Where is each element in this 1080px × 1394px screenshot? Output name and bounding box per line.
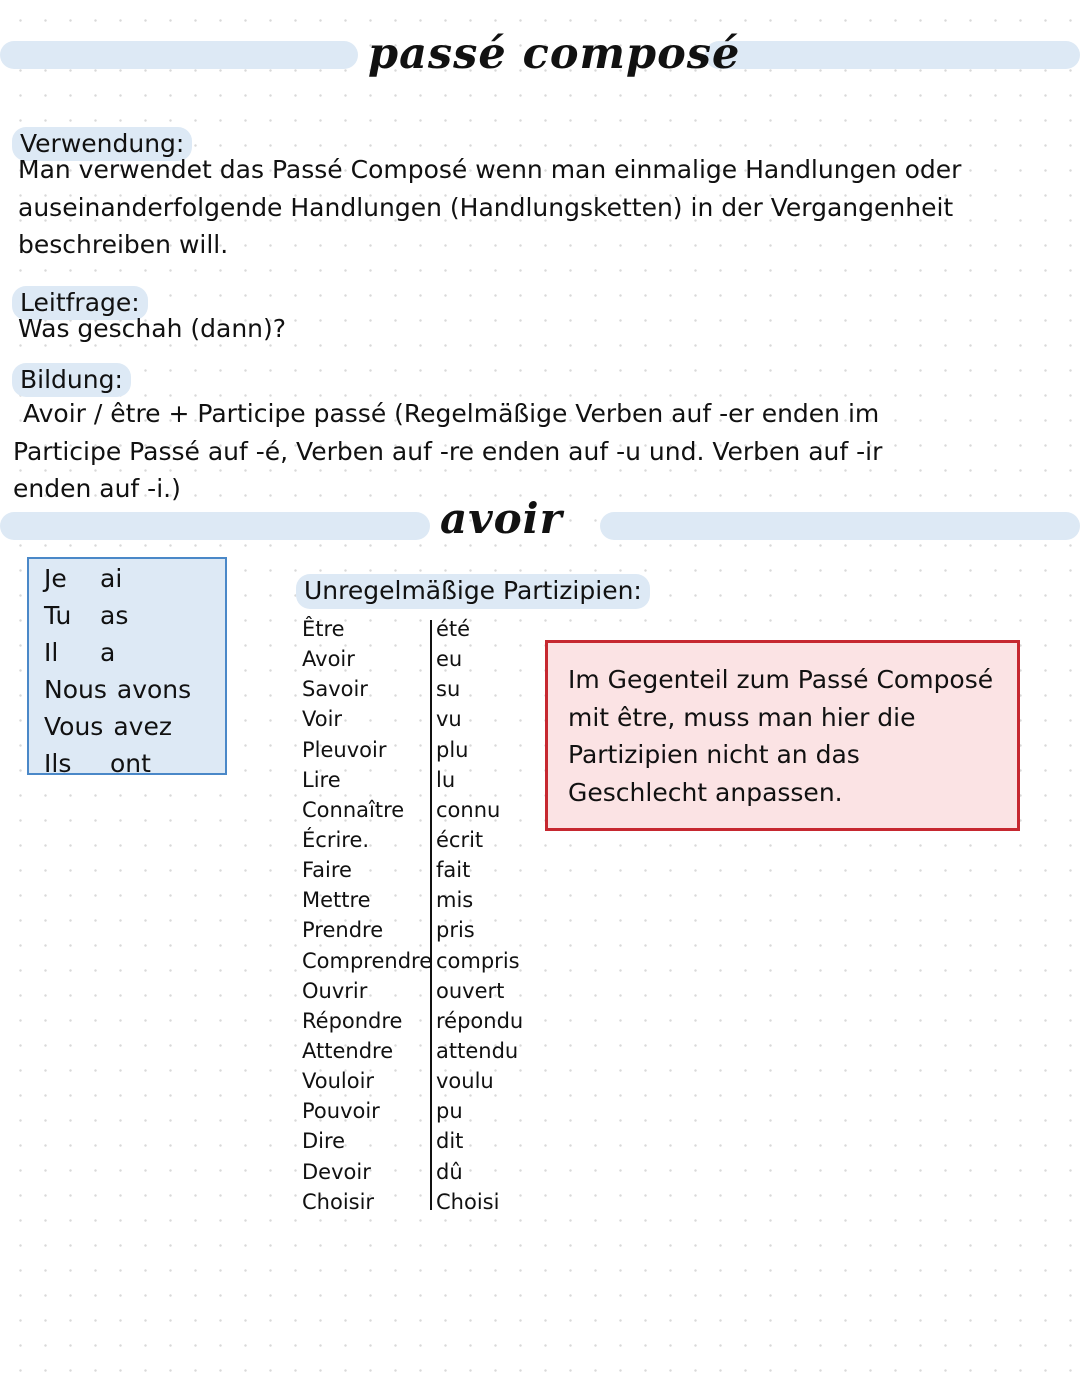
conjugation-row	[44, 675, 191, 705]
irregular-participle: lu	[436, 767, 456, 792]
note-text	[568, 661, 993, 811]
conjugation-row	[44, 601, 128, 631]
irregular-participle: vu	[436, 707, 462, 732]
irregular-row	[302, 855, 542, 885]
conjugation-pronoun: Je	[44, 564, 67, 593]
conjugation-pronoun: Tu	[44, 601, 72, 630]
irregular-infinitive: Mettre	[302, 888, 371, 913]
irregular-row	[302, 1187, 542, 1217]
irregular-row	[302, 735, 542, 765]
irregular-infinitive: Ouvrir	[302, 978, 368, 1003]
irregular-participle: plu	[436, 737, 469, 762]
irregular-infinitive: Connaître	[302, 797, 405, 822]
irregular-infinitive: Savoir	[302, 677, 368, 702]
conjugation-pronoun: Ils	[44, 749, 72, 778]
irregular-participle: dû	[436, 1159, 463, 1184]
note-line: Geschlecht anpassen.	[568, 777, 843, 807]
bildung-text	[13, 395, 882, 508]
irregular-row	[302, 1066, 542, 1096]
irregular-infinitive: Comprendre	[302, 948, 433, 973]
avoir-band-left	[0, 512, 430, 540]
irregular-participle: dit	[436, 1129, 464, 1154]
irregular-infinitive: Choisir	[302, 1189, 375, 1214]
irregular-title: Unregelmäßige Partizipien:	[296, 574, 650, 609]
bildung-line: enden auf -i.)	[13, 474, 181, 503]
irregular-participle: su	[436, 677, 461, 702]
bildung-line: Participe Passé auf -é, Verben auf -re enden auf -u und. Verben auf -ir	[13, 436, 883, 466]
irregular-row	[302, 644, 542, 674]
irregular-row	[302, 1126, 542, 1156]
title-band-left	[0, 41, 358, 69]
irregular-row	[302, 976, 542, 1006]
irregular-infinitive: Attendre	[302, 1038, 394, 1063]
irregular-infinitive: Pleuvoir	[302, 737, 387, 762]
note-line: Partizipien nicht an das	[568, 740, 860, 769]
irregular-row	[302, 825, 542, 855]
conjugation-verb: ont	[110, 749, 151, 778]
irregular-infinitive: Écrire.	[302, 827, 370, 852]
irregular-row	[302, 674, 542, 704]
irregular-row	[302, 704, 542, 734]
avoir-title: avoir	[440, 494, 563, 543]
verwendung-line: auseinanderfolgende Handlungen (Handlungsketten) in der Vergangenheit	[18, 192, 954, 222]
irregular-table	[302, 614, 542, 1217]
irregular-participle: répondu	[436, 1008, 524, 1033]
irregular-row	[302, 1036, 542, 1066]
irregular-participle: écrit	[436, 827, 484, 852]
conjugation-pronoun: Il	[44, 638, 59, 667]
irregular-participle: compris	[436, 948, 520, 973]
irregular-infinitive: Dire	[302, 1129, 346, 1154]
irregular-infinitive: Répondre	[302, 1008, 403, 1033]
note-line: Im Gegenteil zum Passé Composé	[568, 665, 994, 694]
irregular-row	[302, 795, 542, 825]
irregular-infinitive: Lire	[302, 767, 341, 792]
irregular-row	[302, 1096, 542, 1126]
irregular-infinitive: Devoir	[302, 1159, 371, 1184]
conjugation-verb: a	[100, 638, 116, 667]
avoir-band-right	[600, 512, 1080, 540]
irregular-participle: ouvert	[436, 978, 505, 1003]
irregular-participle: connu	[436, 797, 501, 822]
irregular-row	[302, 614, 542, 644]
irregular-row	[302, 946, 542, 976]
verwendung-line: Man verwendet das Passé Composé wenn man einmalige Handlungen oder	[18, 155, 962, 184]
conjugation-verb: avons	[116, 675, 192, 704]
irregular-participle: pu	[436, 1099, 463, 1124]
irregular-infinitive: Voir	[302, 707, 343, 732]
irregular-infinitive: Avoir	[302, 647, 355, 672]
conjugation-row	[44, 638, 115, 668]
irregular-participle: mis	[436, 888, 474, 913]
conjugation-verb: as	[100, 601, 129, 630]
verwendung-line: beschreiben will.	[18, 230, 229, 259]
note-box	[545, 640, 1020, 831]
conjugation-pronoun: Nous	[44, 675, 107, 704]
irregular-infinitive: Prendre	[302, 918, 384, 943]
irregular-infinitive: Faire	[302, 858, 352, 883]
irregular-infinitive: Être	[302, 617, 345, 641]
leitfrage-text: Was geschah (dann)?	[18, 314, 287, 343]
irregular-participle: été	[436, 617, 471, 641]
irregular-row	[302, 885, 542, 915]
page-title: passé composé	[368, 29, 741, 79]
conjugation-pronoun: Vous	[44, 712, 104, 741]
irregular-participle: eu	[436, 647, 463, 672]
irregular-infinitive: Pouvoir	[302, 1099, 380, 1124]
irregular-row	[302, 765, 542, 795]
irregular-participle: fait	[436, 858, 471, 883]
conjugation-row	[44, 749, 151, 779]
irregular-participle: Choisi	[436, 1189, 500, 1214]
irregular-infinitive: Vouloir	[302, 1069, 375, 1094]
conjugation-row	[44, 712, 172, 742]
note-line: mit être, muss man hier die	[568, 702, 916, 732]
irregular-row	[302, 915, 542, 945]
leitfrage-label: Leitfrage:	[12, 286, 148, 320]
irregular-participle: attendu	[436, 1038, 519, 1063]
irregular-row	[302, 1157, 542, 1187]
title-band-right	[705, 41, 1080, 69]
verwendung-label: Verwendung:	[12, 127, 192, 161]
conjugation-verb: ai	[100, 564, 123, 593]
irregular-participle: voulu	[436, 1069, 494, 1094]
irregular-row	[302, 1006, 542, 1036]
avoir-conjugation-box	[27, 557, 227, 778]
verwendung-text	[18, 151, 961, 264]
bildung-line: Avoir / être + Participe passé (Regelmäßige Verben auf -er enden im	[23, 399, 880, 428]
conjugation-row	[44, 564, 122, 594]
conjugation-verb: avez	[113, 712, 172, 741]
irregular-participle: pris	[436, 918, 475, 943]
bildung-label: Bildung:	[12, 363, 131, 397]
